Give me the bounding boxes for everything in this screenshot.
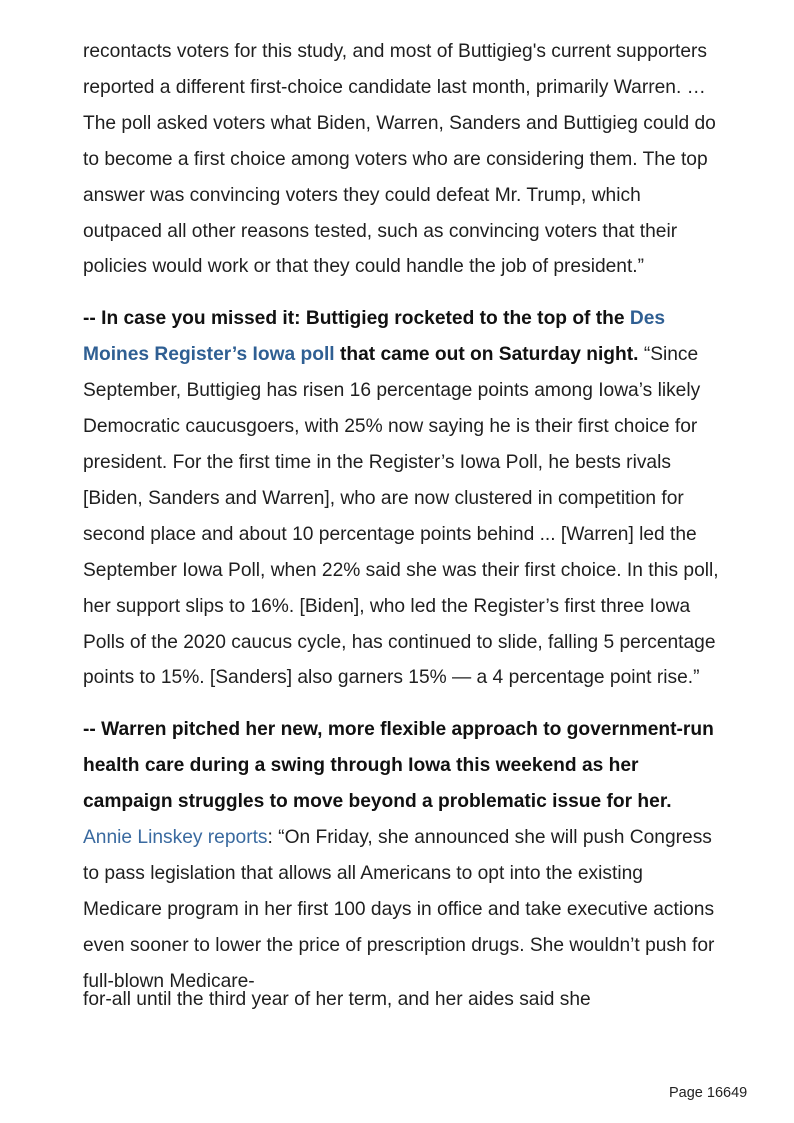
paragraph-iowa-poll [83,301,723,696]
paragraph-quote: “Since September, Buttigieg has risen 16 percentage points among Iowa’s likely Democratic caucusgoers, with 25% now saying he is their first choice for president. For the first time in the Register’s Iowa Poll, he bests rivals [Biden, Sanders and Warren], who are now clustered in competition for second place and about 10 percentage points behind ... [Warren] led the September Iowa Poll, when 22% said she was their first choice. In this poll, her support slips to 16%. [Biden], who led the Register’s first three Iowa Polls of the 2020 caucus cycle, has continued to slide, falling 5 percentage points to 15%. [Sanders] also garners 15% — a 4 percentage point rise.” [83,344,719,689]
paragraph-lead-bold: -- Warren pitched her new, more flexible approach to government-run health care during a swing through Iowa this weekend as her campaign struggles to move beyond a problematic issue for her. [83,719,714,813]
paragraph-poll-recontact: recontacts voters for this study, and most of Buttigieg's current supporters reported a different first-choice candidate last month, primarily Warren. … The poll asked voters what Biden, Warren, Sanders and Buttigieg could do to become a first choice among voters who are considering them. The top answer was convincing voters they could defeat Mr. Trump, which outpaced all other reasons tested, such as convincing voters that their policies would work or that they could handle the job of president.” [83,41,716,278]
article-body [83,34,723,1010]
cutoff-text: for-all until the third year of her term, and her aides said she [83,988,591,1010]
paragraph-warren-health-care [83,712,723,999]
cutoff-line [83,982,723,1010]
page-number: Page 16649 [669,1085,748,1101]
des-moines-register-link[interactable]: Des Moines Register’s Iowa poll [83,308,666,366]
paragraph-lead-bold: -- In case you missed it: Buttigieg rocketed to the top of the [83,308,625,330]
paragraph-text: : “On Friday, she announced she will push Congress to pass legislation that allows all Americans to opt into the existing Medicare program in her first 100 days in office and take executive actions even sooner to lower the price of prescription drugs. She wouldn’t push for full-blown Medicare- [83,827,715,992]
paragraph-tail-bold: that came out on Saturday night. [339,344,639,366]
annie-linskey-link[interactable]: Annie Linskey reports [83,827,268,849]
